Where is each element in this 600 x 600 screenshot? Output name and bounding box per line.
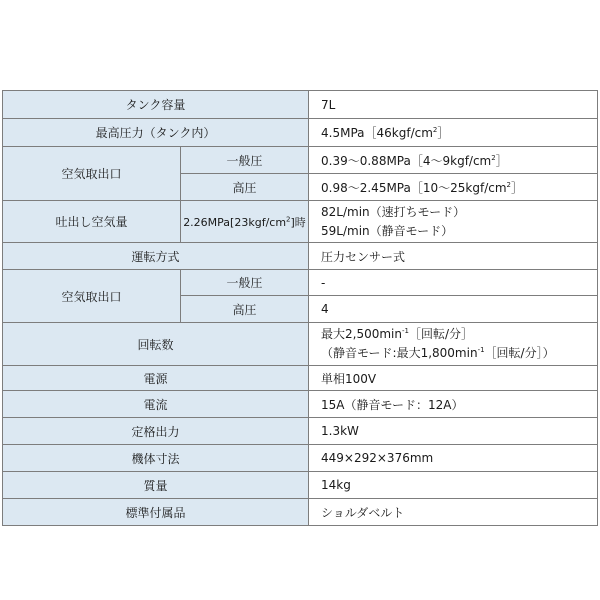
rotation-speed-quiet xyxy=(321,344,589,363)
spec-row-weight xyxy=(3,472,598,499)
spec-row-air-outlet-count-general xyxy=(3,270,598,296)
weight-label: 質量 xyxy=(3,472,309,499)
power-source-value: 単相100V xyxy=(309,366,598,391)
spec-row-operation-mode xyxy=(3,243,598,270)
rotation-speed-max xyxy=(321,325,589,344)
rotation-speed-quiet-text: （静音モード:最大1,800min xyxy=(321,346,478,360)
air-outlet-high-value-text: 0.98〜2.45MPa［10〜25kgf/cm xyxy=(321,180,507,195)
max-pressure-value-exponent: 2 xyxy=(432,126,438,134)
air-outlet-label: 空気取出口 xyxy=(3,147,181,201)
accessories-label: 標準付属品 xyxy=(3,499,309,526)
spec-row-rated-output xyxy=(3,418,598,445)
operation-mode-label: 運転方式 xyxy=(3,243,309,270)
air-outlet-general-value-exponent: 2 xyxy=(491,153,496,162)
spec-row-current xyxy=(3,391,598,418)
air-output-value xyxy=(309,201,598,243)
max-pressure-value-text: 4.5MPa［46kgf/cm xyxy=(321,126,433,140)
accessories-value: ショルダベルト xyxy=(309,499,598,526)
air-outlet-count-label: 空気取出口 xyxy=(3,270,181,323)
dimensions-label: 機体寸法 xyxy=(3,445,309,472)
air-outlet-general-value xyxy=(309,147,598,174)
spec-row-dimensions xyxy=(3,445,598,472)
air-output-condition-exponent: 2 xyxy=(286,214,291,223)
rotation-speed-value xyxy=(309,323,598,366)
air-outlet-high-value xyxy=(309,174,598,201)
air-output-label: 吐出し空気量 xyxy=(3,201,181,243)
air-output-value-fast: 82L/min（速打ちモード） xyxy=(321,204,466,219)
air-outlet-count-general-label: 一般圧 xyxy=(181,270,309,296)
rotation-speed-max-unit: ［回転/分］ xyxy=(408,327,474,341)
spec-row-max-pressure xyxy=(3,119,598,147)
rated-output-value: 1.3kW xyxy=(309,418,598,445)
air-outlet-high-label: 高圧 xyxy=(181,174,309,201)
operation-mode-value: 圧力センサー式 xyxy=(309,243,598,270)
power-source-label: 電源 xyxy=(3,366,309,391)
current-value: 15A（静音モード：12A） xyxy=(309,391,598,418)
air-outlet-general-value-text: 0.39〜0.88MPa［4〜9kgf/cm xyxy=(321,153,492,168)
air-outlet-general-label: 一般圧 xyxy=(181,147,309,174)
air-outlet-high-value-exponent: 2 xyxy=(506,180,511,189)
air-outlet-general-value-close: ］ xyxy=(495,153,508,168)
spec-row-air-outlet-general xyxy=(3,147,598,174)
air-output-condition-close: ]時 xyxy=(290,215,306,229)
spec-row-rotation-speed xyxy=(3,323,598,366)
dimensions-value: 449×292×376mm xyxy=(309,445,598,472)
spec-row-accessories xyxy=(3,499,598,526)
rated-output-label: 定格出力 xyxy=(3,418,309,445)
rotation-speed-quiet-exponent: -1 xyxy=(477,346,485,354)
spec-table xyxy=(2,90,598,526)
air-outlet-count-high-value: 4 xyxy=(309,296,598,323)
air-output-condition-text: 2.26MPa[23kgf/cm xyxy=(183,215,287,229)
spec-row-tank-capacity xyxy=(3,91,598,119)
rotation-speed-label: 回転数 xyxy=(3,323,309,366)
rotation-speed-quiet-unit: ［回転/分］） xyxy=(484,346,555,360)
max-pressure-value xyxy=(309,119,598,147)
air-outlet-high-value-close: ］ xyxy=(511,180,524,195)
air-outlet-count-high-label: 高圧 xyxy=(181,296,309,323)
current-label: 電流 xyxy=(3,391,309,418)
weight-value: 14kg xyxy=(309,472,598,499)
rotation-speed-max-exponent: -1 xyxy=(402,327,409,335)
spec-row-air-output xyxy=(3,201,598,243)
tank-capacity-value: 7L xyxy=(309,91,598,119)
spec-row-power-source xyxy=(3,366,598,391)
max-pressure-label: 最高圧力（タンク内） xyxy=(3,119,309,147)
max-pressure-value-close: ］ xyxy=(437,126,450,140)
air-output-value-quiet: 59L/min（静音モード） xyxy=(321,223,454,238)
tank-capacity-label: タンク容量 xyxy=(3,91,309,119)
air-output-condition xyxy=(181,201,309,243)
air-outlet-count-general-value: - xyxy=(309,270,598,296)
rotation-speed-max-text: 最大2,500min xyxy=(321,327,402,341)
